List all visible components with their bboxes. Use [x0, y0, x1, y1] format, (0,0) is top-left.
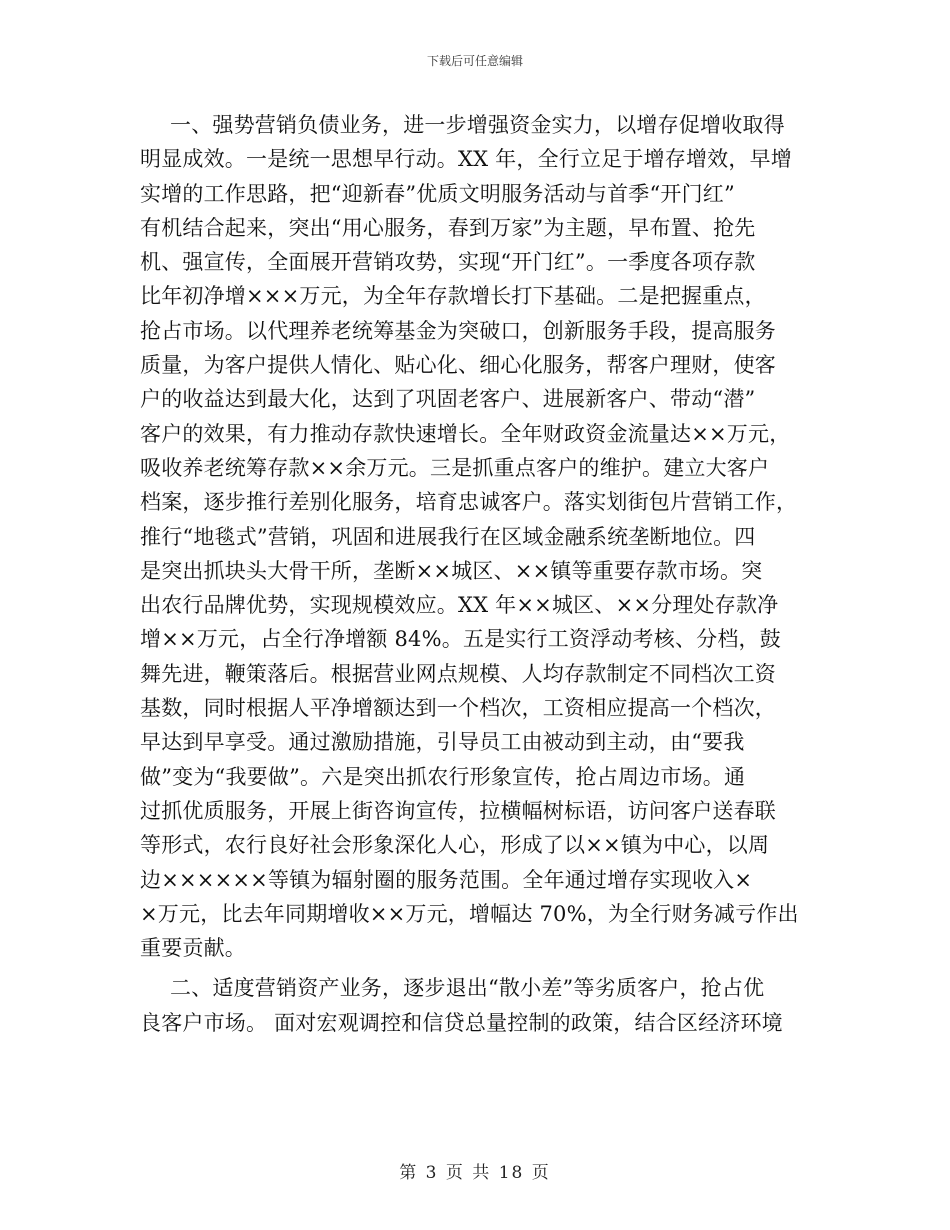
text-line: 机、强宣传，全面展开营销攻势，实现“开门红”。一季度各项存款 [140, 250, 756, 275]
text-line: 推行“地毯式”营销，巩固和进展我行在区域金融系统垄断地位。四 [140, 524, 756, 549]
text-line: 实增的工作思路，把“迎新春”优质文明服务活动与首季“开门红” [140, 181, 735, 206]
paragraph-2 [140, 971, 806, 1040]
text-line: 等形式，农行良好社会形象深化人心，形成了以××镇为中心，以周 [140, 833, 770, 858]
text-line: ×万元，比去年同期增收××万元，增幅达 70%，为全行财务减亏作出 [140, 901, 799, 926]
text-line: 增××万元，占全行净增额 84%。五是实行工资浮动考核、分档，鼓 [140, 627, 781, 652]
text-line: 抢占市场。以代理养老统筹基金为突破口，创新服务手段，提高服务 [140, 318, 776, 343]
text-line: 户的收益达到最大化，达到了巩固老客户、进展新客户、带动“潜” [140, 387, 756, 412]
text-line: 做”变为“我要做”。六是突出抓农行形象宣传，抢占周边市场。通 [140, 764, 746, 789]
text-line: 良客户市场。 面对宏观调控和信贷总量控制的政策，结合区经济环境 [140, 1010, 783, 1035]
text-line: 基数，同时根据人平净增额达到一个档次，工资相应提高一个档次， [140, 696, 776, 721]
text-line: 客户的效果，有力推动存款快速增长。全年财政资金流量达××万元， [140, 421, 791, 446]
text-line: 吸收养老统筹存款××余万元。三是抓重点客户的维护。建立大客户 [140, 455, 770, 480]
text-line: 重要贡献。 [140, 936, 246, 961]
text-line: 质量，为客户提供人情化、贴心化、细心化服务，帮客户理财，使客 [140, 353, 776, 378]
document-body [140, 108, 806, 1040]
text-line: 档案，逐步推行差别化服务，培育忠诚客户。落实划街包片营销工作， [140, 490, 798, 515]
text-line: 早达到早享受。通过激励措施，引导员工由被动到主动，由“要我 [140, 730, 745, 755]
text-line: 一、强势营销负债业务，进一步增强资金实力，以增存促增收取得 [170, 113, 785, 137]
text-line: 明显成效。一是统一思想早行动。XX 年，全行立足于增存增效，早增 [140, 147, 792, 172]
text-line: 过抓优质服务，开展上街咨询宣传，拉横幅树标语，访问客户送春联 [140, 798, 776, 823]
page-header: 下载后可任意编辑 [426, 54, 523, 68]
page-number-footer: 第 3 页 共 18 页 [399, 1163, 551, 1183]
text-line: 二、适度营销资产业务，逐步退出“散小差”等劣质客户，抢占优 [170, 976, 765, 1001]
paragraph-1 [140, 108, 806, 965]
text-line: 边××××××等镇为辐射圈的服务范围。全年通过增存实现收入× [140, 867, 753, 892]
text-line: 有机结合起来，突出“用心服务，春到万家”为主题，早布置、抢先 [140, 215, 756, 240]
text-line: 舞先进，鞭策落后。根据营业网点规模、人均存款制定不同档次工资 [140, 661, 776, 686]
text-line: 是突出抓块头大骨干所，垄断××城区、××镇等重要存款市场。突 [140, 558, 763, 583]
text-line: 出农行品牌优势，实现规模效应。XX 年××城区、××分理处存款净 [140, 593, 779, 618]
text-line: 比年初净增×××万元，为全年存款增长打下基础。二是把握重点， [140, 284, 766, 309]
